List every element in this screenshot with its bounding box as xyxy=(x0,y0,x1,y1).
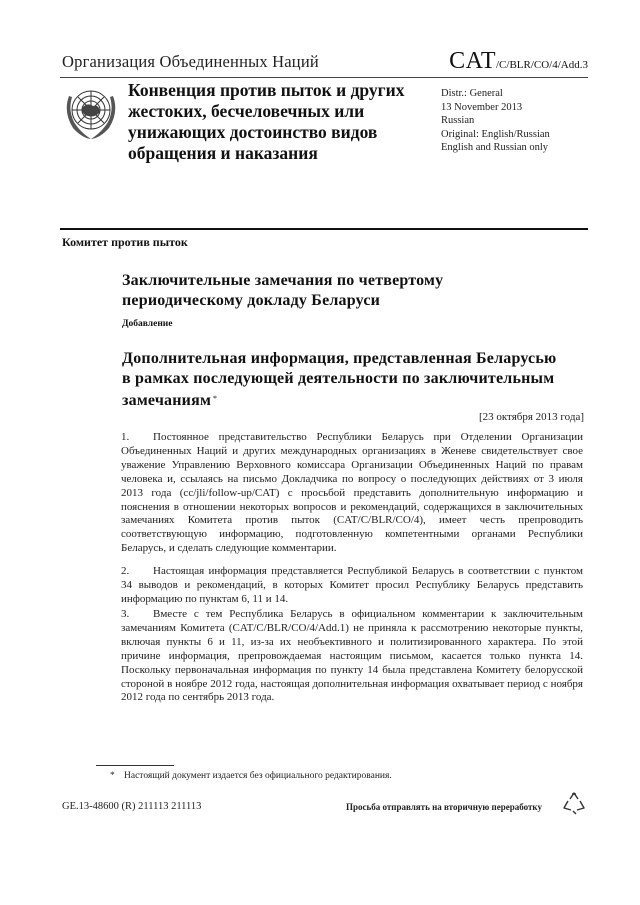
document-title: Заключительные замечания по четвертому периодическому докладу Беларуси xyxy=(122,272,444,309)
organization-name: Организация Объединенных Наций xyxy=(62,52,319,71)
distribution-info xyxy=(441,87,550,155)
convention-title: Конвенция против пыток и других жестоких, бесчеловечных или унижающих достоинство видов обращения и наказания xyxy=(128,80,405,163)
footnote-text: Настоящий документ издается без официального редактирования. xyxy=(124,771,392,781)
recycle-icon xyxy=(561,790,587,816)
paragraph-number: 3. xyxy=(121,608,130,620)
paragraph-1 xyxy=(121,431,583,556)
document-subtitle xyxy=(122,349,562,411)
addendum-label: Добавление xyxy=(122,319,173,329)
available-languages: English and Russian only xyxy=(441,142,549,153)
header-rule xyxy=(60,77,588,78)
submission-date: [23 октября 2013 года] xyxy=(478,411,584,423)
original-language: Original: English/Russian xyxy=(441,128,550,140)
paragraph-number: 1. xyxy=(121,431,130,443)
document-symbol xyxy=(449,48,588,75)
paragraph-2 xyxy=(121,565,583,607)
title-rule xyxy=(60,228,588,230)
distribution-language: Russian xyxy=(441,115,475,126)
footnote-separator xyxy=(96,765,174,766)
paragraph-text: Настоящая информация представляется Республикой Беларусь в соответствии с пунктом 34 выводов и рекомендаций, в которых Комитет просил Республику Беларусь представить информацию по пунктам 6, 11 и 14. xyxy=(121,565,583,605)
footnote xyxy=(110,771,392,781)
paragraph-number: 2. xyxy=(121,565,130,577)
symbol-rest: /C/BLR/CO/4/Add.3 xyxy=(496,59,588,71)
paragraph-text: Постоянное представительство Республики Беларусь при Отделении Организации Объединенных Наций и других международных организациях в Женеве свидетельствует свое уважение Управлению Верховного комиссара Организации Объединенных Наций по правам человека и, ссылаясь на письмо Докладчика по вопросу о последующих действиях от 3 июля 2013 года (cc/jli/follow-up/CAT) с просьбой представить дополнительную информацию и пояснения в отношении некоторых вопросов и рекомендаций, содержащихся в заключительных замечаниях Комитета против пыток (CAT/C/BLR/CO/4), имеет честь препроводить соответствующую информацию, подготовленную компетентными органами Республики Беларусь, и сделать следующие комментарии. xyxy=(121,431,583,555)
footnote-reference[interactable]: * xyxy=(213,394,218,403)
job-number: GE.13-48600 (R) 211113 211113 xyxy=(62,801,202,812)
footnote-mark: * xyxy=(110,771,115,781)
paragraph-3 xyxy=(121,608,583,705)
distribution-type: Distr.: General xyxy=(441,88,503,99)
recycle-note: Просьба отправлять на вторичную переработку xyxy=(346,802,542,812)
un-emblem-icon xyxy=(60,82,122,144)
symbol-main: CAT xyxy=(449,48,496,74)
distribution-date: 13 November 2013 xyxy=(441,101,523,113)
committee-name: Комитет против пыток xyxy=(62,235,188,249)
paragraph-text: Вместе с тем Республика Беларусь в официальном комментарии к заключительным замечаниям Комитета (CAT/C/BLR/CO/4/Add.1) не приняла к рассмотрению некоторые пункты, включая пункты 6 и 11, из-за их необъективного и политизированного характера. По этой причине информация, препровождаемая настоящим письмом, касается только пункта 14. Поскольку первоначальная информация по пункту 14 была представлена Комитету белорусской стороной в ноябре 2012 года, настоящая дополнительная информация охватывает период с ноября 2012 года по сентябрь 2013 года. xyxy=(121,608,583,704)
subtitle-text: Дополнительная информация, представленная Беларусью в рамках последующей деятельности по заключительным замечаниям xyxy=(122,350,557,409)
